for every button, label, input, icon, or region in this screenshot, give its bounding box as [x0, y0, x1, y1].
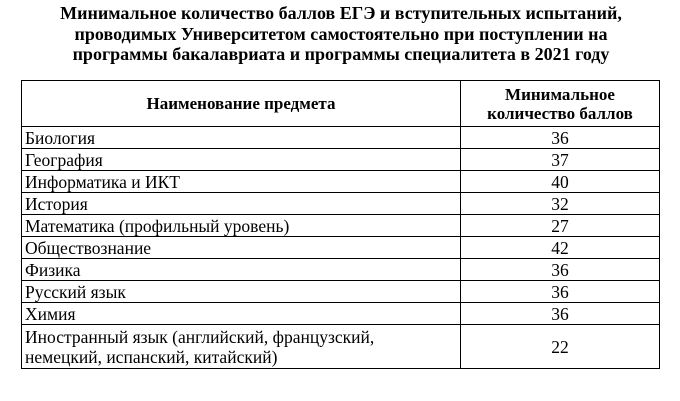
subject-cell: Русский язык: [22, 281, 461, 303]
subject-cell-line-2: немецкий, испанский, китайский): [25, 346, 278, 367]
score-cell: 36: [461, 281, 660, 303]
table-header-row: [22, 81, 660, 127]
score-cell: 36: [461, 303, 660, 325]
title-line-2: проводимых Университетом самостоятельно при поступлении на: [74, 23, 608, 44]
subject-cell: [22, 325, 461, 369]
table-row: [22, 149, 660, 171]
subject-cell: Химия: [22, 303, 461, 325]
table-row: [22, 259, 660, 281]
page-title: [16, 3, 666, 65]
score-cell: 42: [461, 237, 660, 259]
scores-table: [21, 80, 660, 369]
table-row: [22, 281, 660, 303]
subject-cell: Обществознание: [22, 237, 461, 259]
subject-cell: Информатика и ИКТ: [22, 171, 461, 193]
score-cell: 32: [461, 193, 660, 215]
score-cell: 27: [461, 215, 660, 237]
column-header-subject: Наименование предмета: [22, 81, 461, 127]
score-cell: 36: [461, 259, 660, 281]
subject-cell: Математика (профильный уровень): [22, 215, 461, 237]
score-cell: 37: [461, 149, 660, 171]
column-header-score: [461, 81, 660, 127]
table-row: [22, 215, 660, 237]
table-row: [22, 325, 660, 369]
table-row: [22, 303, 660, 325]
subject-cell: Физика: [22, 259, 461, 281]
subject-cell: История: [22, 193, 461, 215]
score-cell: 36: [461, 127, 660, 149]
subject-cell: География: [22, 149, 461, 171]
score-cell: 22: [461, 325, 660, 369]
column-header-score-line-2: количество баллов: [487, 103, 633, 123]
column-header-score-line-1: Минимальное: [505, 84, 615, 104]
table-row: [22, 127, 660, 149]
subject-cell-line-1: Иностранный язык (английский, французский,: [25, 326, 375, 347]
table-row: [22, 193, 660, 215]
score-cell: 40: [461, 171, 660, 193]
subject-cell: Биология: [22, 127, 461, 149]
table-row: [22, 171, 660, 193]
title-line-3: программы бакалавриата и программы специалитета в 2021 году: [72, 44, 610, 64]
table-row: [22, 237, 660, 259]
title-line-1: Минимальное количество баллов ЕГЭ и вступительных испытаний,: [60, 3, 622, 23]
